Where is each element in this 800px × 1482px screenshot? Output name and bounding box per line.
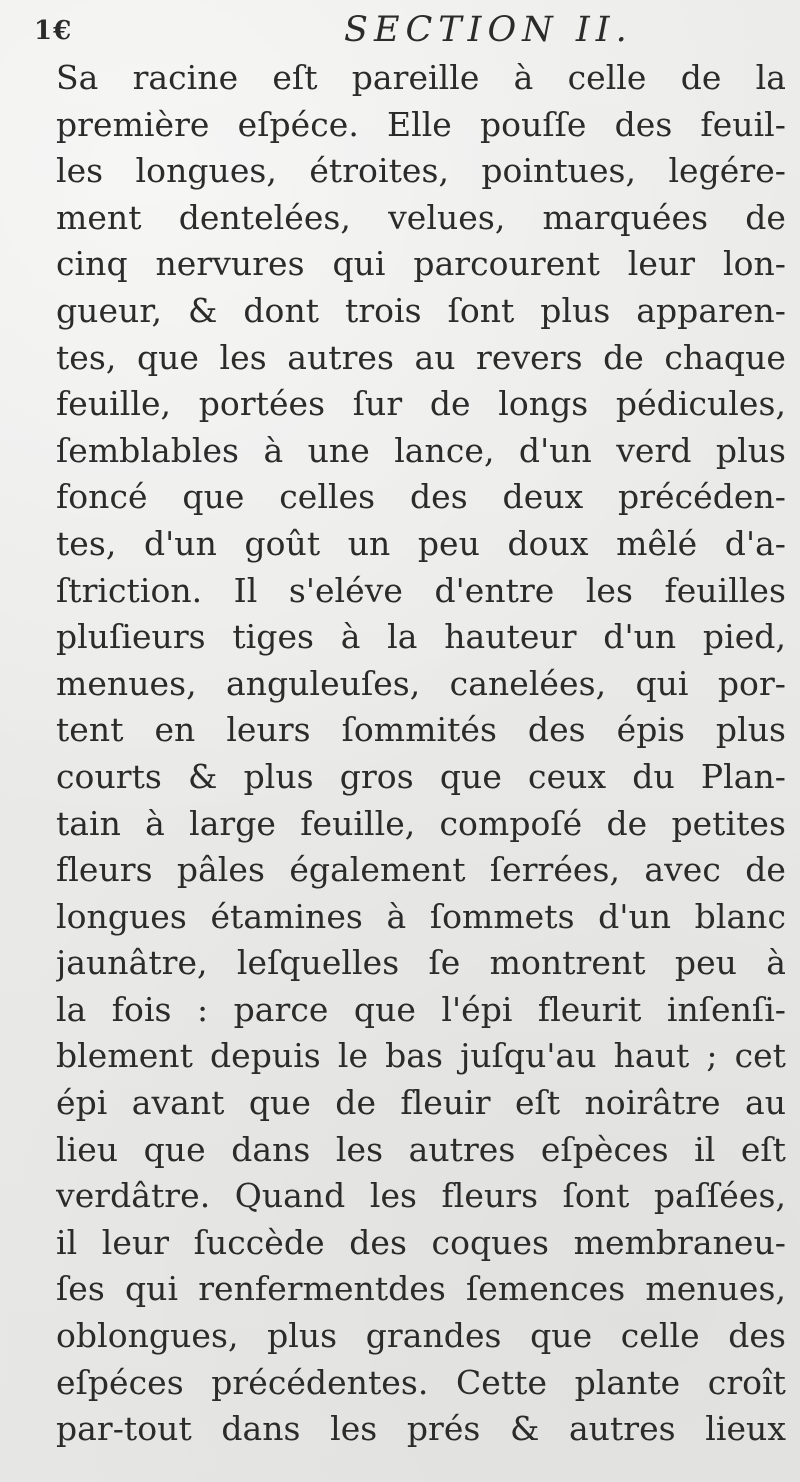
text-line: la fois : parce que l'épi fleurit inſenſi- [56,989,786,1029]
text-line: tain à large feuille, compoſé de petites [56,803,786,843]
text-line: ment dentelées, velues, marquées de [56,197,786,237]
text-line: oblongues, plus grandes que celle des [56,1316,786,1356]
body-text [56,55,786,1453]
text-line: gueur, & dont trois ſont plus apparen- [56,290,786,330]
text-line: courts & plus gros que ceux du Plan- [56,756,786,796]
text-line: par-tout dans les prés & autres lieux [56,1409,786,1449]
text-line: il leur ſuccède des coques membraneu- [56,1222,786,1262]
text-line: ſes qui renfermentdes ſemences menues, [56,1269,786,1309]
running-head: SECTION II. [344,10,633,50]
text-line: lieu que dans les autres eſpèces il eſt [56,1129,786,1169]
text-line: jaunâtre, leſquelles ſe montrent peu à [56,943,786,983]
text-line: verdâtre. Quand les fleurs ſont paſſées, [56,1176,786,1216]
text-line: fleurs pâles également ſerrées, avec de [56,850,786,890]
text-line: foncé que celles des deux précéden- [56,477,786,517]
text-line: pluſieurs tiges à la hauteur d'un pied, [56,617,786,657]
text-line: tes, d'un goût un peu doux mêlé d'a- [56,523,786,563]
page-header [34,10,766,54]
text-line: première eſpéce. Elle pouſſe des feuil- [56,104,786,144]
text-line: cinq nervures qui parcourent leur lon- [56,244,786,284]
text-line: les longues, étroites, pointues, legére- [56,151,786,191]
text-line: menues, anguleuſes, canelées, qui por- [56,663,786,703]
text-line: longues étamines à ſommets d'un blanc [56,896,786,936]
text-line: tes, que les autres au revers de chaque [56,337,786,377]
text-line: eſpéces précédentes. Cette plante croît [56,1362,786,1402]
text-line: feuille, portées ſur de longs pédicules, [56,384,786,424]
text-line: tent en leurs ſommités des épis plus [56,710,786,750]
text-line: blement depuis le bas juſqu'au haut ; cet [56,1036,786,1076]
page-number: 1€ [34,16,73,46]
text-line: ſemblables à une lance, d'un verd plus [56,430,786,470]
text-line: épi avant que de fleuir eſt noirâtre au [56,1083,786,1123]
text-line: Sa racine eſt pareille à celle de la [56,58,786,97]
text-line: ſtriction. Il s'eléve d'entre les feuilles [56,570,786,610]
